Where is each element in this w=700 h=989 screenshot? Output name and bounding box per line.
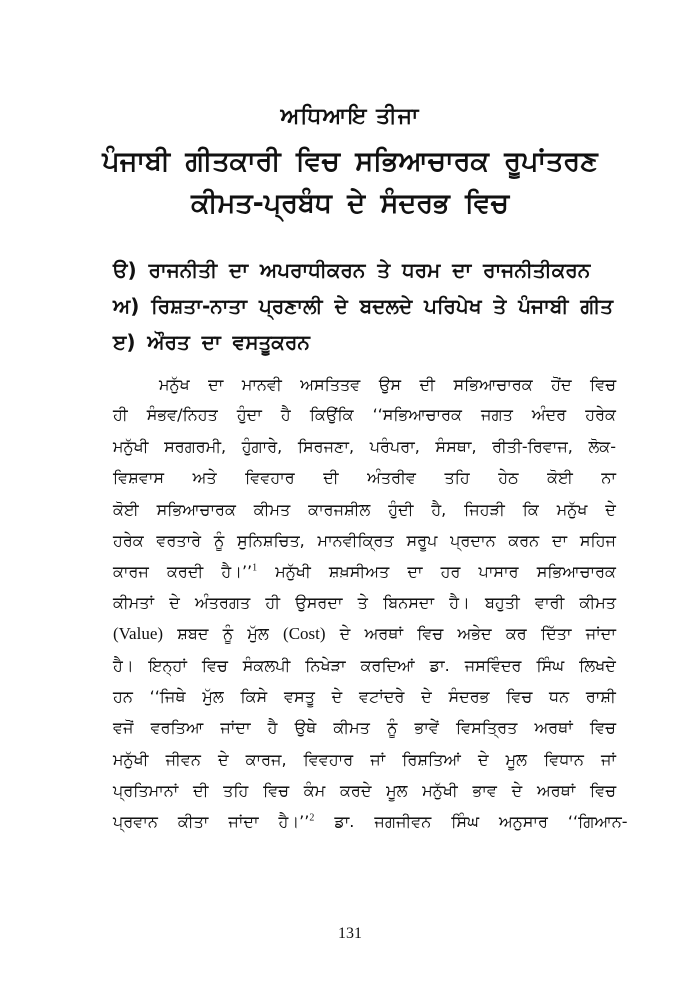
word: ਉਸ: [378, 375, 402, 394]
word: ਕਾਰਜ: [113, 562, 149, 581]
word: ਉਸਰਦਾ: [295, 593, 343, 612]
word: ਇਨ੍ਹਾਂ: [148, 656, 187, 675]
word: (Value): [113, 624, 164, 643]
word: ਪ੍ਰਵਾਨ: [113, 812, 158, 831]
word: ਲਿਖਦੇ: [579, 656, 616, 675]
body-line: [113, 468, 616, 492]
word: ਸਭਿਆਚਾਰਕ: [156, 500, 236, 519]
word: ਕੀਤਾ: [177, 812, 209, 831]
word: ਸੰਦਰਭ: [448, 687, 490, 706]
word: ਸਿਰਜਣਾ,: [297, 437, 355, 456]
word: ਹੈ: [267, 718, 278, 737]
word: ਹਰ: [440, 562, 461, 581]
word: ਦੇ: [339, 624, 351, 643]
word: ਧਨ: [549, 687, 570, 706]
word: ਸੰਸਥਾ,: [435, 437, 477, 456]
word: ਕਾਰਜ,: [245, 750, 287, 769]
chapter-title-line-1: ਪੰਜਾਬੀ ਗੀਤਕਾਰੀ ਵਿਚ ਸਭਿਆਚਾਰਕ ਰੂਪਾਂਤਰਣ: [102, 146, 598, 177]
word: ‘‘ਗਿਆਨ-: [567, 812, 628, 831]
word: ਕੀਮਤਾਂ: [113, 593, 155, 612]
word: ਕੰਮ: [303, 781, 326, 800]
word: ਪ੍ਰਤਿਮਾਨਾਂ: [113, 781, 179, 800]
word: ਕਰਨ: [508, 531, 540, 550]
word: ਮੁੱਲ: [247, 624, 269, 643]
word: ਹੈ,: [431, 500, 447, 519]
word: ਵਟਾਂਦਰੇ: [359, 687, 405, 706]
word: ਮੂਲ: [386, 781, 408, 800]
word: ਕਰ: [505, 624, 527, 643]
page-number: 131: [338, 925, 362, 942]
word: ਜਾਂਦਾ: [228, 812, 259, 831]
subsection-heading-a: ੳ) ਰਾਜਨੀਤੀ ਦਾ ਅਪਰਾਧੀਕਰਨ ਤੇ ਧਰਮ ਦਾ ਰਾਜਨੀਤੀਕਰਨ: [113, 258, 591, 282]
word: ਮਨੁੱਖੀ: [275, 562, 311, 581]
word: ਅਰਥਾਂ: [364, 624, 403, 643]
word: ਕਰਦਿਆਂ: [360, 656, 415, 675]
word: ਵਿਸਤ੍ਰਿਤ: [455, 718, 518, 737]
body-line: [113, 437, 616, 461]
word: ਵਜੋਂ: [113, 718, 134, 737]
word: ਸਿੰਘ: [451, 812, 479, 831]
word: ਵਰਤਾਰੇ: [156, 531, 202, 550]
word: ਜਾਂ: [600, 750, 616, 769]
word: ਹੈ।’’$^2$: [278, 812, 315, 831]
word: ਤਹਿ: [223, 781, 249, 800]
word: ਦੇ: [421, 687, 432, 706]
word: ਜਾਂਦਾ: [220, 718, 251, 737]
word: ਦੇ: [477, 750, 489, 769]
word: ਲੋਕ-: [588, 437, 616, 456]
word: ਜੀਵਨ: [165, 750, 201, 769]
body-line: [113, 405, 616, 429]
word: ਦੀ: [323, 468, 339, 487]
body-line: [113, 375, 616, 399]
word: ਵਿਵਹਾਰ: [303, 750, 354, 769]
body-line: [113, 531, 616, 555]
chapter-label: ਅਧਿਆਇ ਤੀਜਾ: [280, 104, 420, 129]
word: ਨਿਖੇੜਾ: [305, 656, 346, 675]
subsection-heading-c: ੲ) ਔਰਤ ਦਾ ਵਸਤੂਕਰਨ: [113, 330, 310, 354]
word: ਸਹਿਜ: [579, 531, 616, 550]
word: ਅੰਤਰਗਤ: [194, 593, 251, 612]
body-line: [113, 687, 616, 711]
word: ਵਾਰੀ: [534, 593, 565, 612]
word: ਮਨੁੱਖੀ: [113, 437, 149, 456]
word: ਦੇ: [511, 781, 523, 800]
word: ਤੇ: [357, 593, 368, 612]
word: ‘‘ਜਿਥੇ: [149, 687, 186, 706]
word: ਭਾਵੇਂ: [414, 718, 439, 737]
word: ਦਾ: [407, 562, 423, 581]
word: ਪਾਸਾਰ: [478, 562, 519, 581]
word: ਜਾਂਦਾ: [585, 624, 616, 643]
word: ਸਭਿਆਚਾਰਕ: [453, 375, 533, 394]
word: ਰੀਤੀ-ਰਿਵਾਜ,: [492, 437, 573, 456]
body-line: [113, 562, 616, 586]
word: ਸੁਨਿਸ਼ਚਿਤ,: [237, 531, 305, 550]
word: ਦੇ: [331, 687, 343, 706]
word: ਮੂਲ: [505, 750, 527, 769]
body-line: [113, 781, 616, 805]
word: ਕਿ: [522, 500, 539, 519]
word: ਕਿਉਂਕਿ: [309, 405, 354, 424]
word: ਵਿਚ: [590, 375, 616, 394]
word: ਵਿਸ਼ਵਾਸ: [113, 468, 165, 487]
word: ਅਰਥਾਂ: [536, 781, 576, 800]
word: ਵਿਧਾਨ: [544, 750, 584, 769]
word: ਜਗਜੀਵਨ: [374, 812, 432, 831]
word: ਅਤੇ: [192, 468, 217, 487]
word: ਵਿਚ: [263, 781, 290, 800]
word: ਜਸਵਿੰਦਰ: [464, 656, 522, 675]
word: ਜਗਤ: [481, 405, 513, 424]
word: ਕੋਈ: [113, 500, 139, 519]
word: ਸਰਗਰਮੀ,: [164, 437, 227, 456]
word: ਹੁੰਦਾ: [236, 405, 262, 424]
word: ਅਨੁਸਾਰ: [498, 812, 548, 831]
word: ਅਭੇਦ: [457, 624, 492, 643]
word: ਹੇਠ: [498, 468, 519, 487]
word: ਨਾ: [601, 468, 616, 487]
word: ਡਾ.: [334, 812, 355, 831]
word: ਰਾਸ਼ੀ: [585, 687, 616, 706]
word: ਕੀਮਤ: [333, 718, 370, 737]
word: ਨੂੰ: [213, 531, 225, 550]
word: ਉਥੇ: [294, 718, 317, 737]
word: ਵਿਚ: [590, 781, 616, 800]
word: ਮਨੁੱਖ: [159, 375, 190, 394]
body-line: [113, 656, 616, 680]
word: (Cost): [283, 624, 326, 643]
word: ਦਾ: [551, 531, 568, 550]
body-line: [113, 624, 616, 648]
word: ਵਿਚ: [201, 656, 228, 675]
word: ਵਰਤਿਆ: [150, 718, 204, 737]
word: ਹੈ।’’$^1$: [221, 562, 258, 581]
word: ਦਾ: [208, 375, 224, 394]
word: ਸਰੂਪ: [406, 531, 438, 550]
word: ਵਿਵਹਾਰ: [245, 468, 295, 487]
word: ਡਾ.: [429, 656, 450, 675]
word: ਸੰਭਵ/ਨਿਹਤ: [146, 405, 218, 424]
word: ਮਾਨਵੀਕ੍ਰਿਤ: [317, 531, 394, 550]
word: ਕੋਈ: [547, 468, 573, 487]
word: ਵਿਚ: [506, 687, 533, 706]
subsection-heading-b: ਅ) ਰਿਸ਼ਤਾ-ਨਾਤਾ ਪ੍ਰਣਾਲੀ ਦੇ ਬਦਲਦੇ ਪਰਿਪੇਖ ਤੇ ਪੰਜਾਬੀ ਗੀਤ: [113, 294, 614, 318]
word: ਹੈ।: [113, 656, 134, 675]
word: ਨੂੰ: [386, 718, 398, 737]
word: ਅਸਤਿਤਵ: [300, 375, 361, 394]
word: ਦਿੱਤਾ: [540, 624, 572, 643]
word: ਮਾਨਵੀ: [241, 375, 282, 394]
word: ਅੰਦਰ: [531, 405, 567, 424]
body-line: [113, 718, 616, 742]
word: ਪ੍ਰਦਾਨ: [450, 531, 496, 550]
word: ਦੀ: [193, 781, 209, 800]
word: ਦੇ: [217, 750, 229, 769]
word: ਮਨੁੱਖੀ: [113, 750, 149, 769]
word: ਦੀ: [419, 375, 435, 394]
word: ਵਿਚ: [417, 624, 444, 643]
word: ਵਿਚ: [589, 718, 616, 737]
word: ਕਰਦੇ: [339, 781, 372, 800]
word: ਸਿੰਘ: [536, 656, 565, 675]
word: ਹੈ: [280, 405, 291, 424]
word: ਹਨ: [113, 687, 133, 706]
word: ਤਹਿ: [444, 468, 470, 487]
word: ਸ਼ਖ਼ਸੀਅਤ: [328, 562, 390, 581]
word: ਦੇ: [605, 500, 616, 519]
word: ਰਿਸ਼ਤਿਆਂ: [402, 750, 461, 769]
word: ਸਭਿਆਚਾਰਕ: [536, 562, 616, 581]
word: ਬਹੁਤੀ: [484, 593, 520, 612]
body-line: [113, 750, 616, 774]
word: ਹੈ।: [449, 593, 470, 612]
word: ਹਰੇਕ: [113, 531, 144, 550]
word: ਸੰਕਲਪੀ: [242, 656, 291, 675]
word: ਕਾਰਜਸ਼ੀਲ: [308, 500, 371, 519]
word: ਹੋਂਦ: [551, 375, 572, 394]
word: ਕਰਦੀ: [166, 562, 204, 581]
word: ਪਰੰਪਰਾ,: [369, 437, 420, 456]
footnote-marker: 2: [309, 812, 315, 824]
word: ਨੂੰ: [222, 624, 234, 643]
word: ਹਰੇਕ: [585, 405, 616, 424]
word: ਦੇ: [169, 593, 180, 612]
word: ਜਿਹੜੀ: [464, 500, 505, 519]
word: ਹੁੰਗਾਰੇ,: [241, 437, 283, 456]
word: ਬਿਨਸਦਾ: [383, 593, 435, 612]
word: ਹੁੰਦੀ: [388, 500, 414, 519]
body-line: [113, 593, 616, 617]
chapter-title-line-2: ਕੀਮਤ-ਪ੍ਰਬੰਧ ਦੇ ਸੰਦਰਭ ਵਿਚ: [191, 188, 509, 219]
word: ਅਰਥਾਂ: [534, 718, 573, 737]
word: ਕੀਮਤ: [253, 500, 291, 519]
word: ਜਾਂ: [370, 750, 386, 769]
word: ਮਨੁੱਖ: [556, 500, 588, 519]
word: ਅੰਤਰੀਵ: [367, 468, 416, 487]
word: ਕੀਮਤ: [579, 593, 616, 612]
word: ਵਸਤੂ: [283, 687, 315, 706]
word: ਸ਼ਬਦ: [177, 624, 209, 643]
word: ਮੁੱਲ: [202, 687, 224, 706]
body-line: [113, 500, 616, 524]
word: ਭਾਵ: [472, 781, 497, 800]
word: ਮਨੁੱਖੀ: [422, 781, 458, 800]
footnote-marker: 1: [252, 562, 258, 574]
word: ਹੀ: [113, 405, 128, 424]
word: ‘‘ਸਭਿਆਚਾਰਕ: [372, 405, 462, 424]
body-line: [113, 812, 628, 836]
word: ਕਿਸੇ: [240, 687, 268, 706]
word: ਹੀ: [265, 593, 281, 612]
